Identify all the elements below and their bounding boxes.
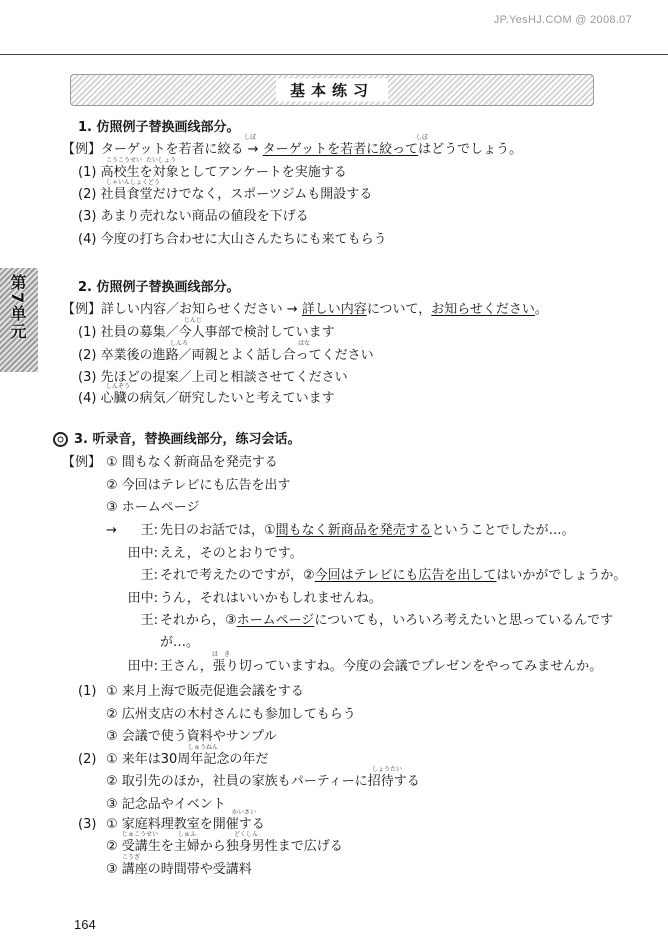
example-end: 。 [534, 302, 548, 317]
dialogue-arrow: → [106, 523, 117, 538]
header-rule [0, 54, 668, 55]
dialogue-text: それから，③ [160, 613, 237, 628]
item-number: (2) [78, 187, 97, 202]
furigana: しゅふ [178, 831, 197, 838]
exercise-3-example-item: ③ ホームページ [106, 500, 200, 515]
item-number: (3) [78, 209, 97, 224]
item-number: (3) [78, 370, 97, 385]
item-text: 高校生を対象としてアンケートを実施する [100, 165, 347, 180]
dialogue-text: ということでしたが…。 [431, 523, 575, 538]
audio-cd-icon [53, 432, 68, 447]
furigana: かいさい [232, 809, 257, 816]
item-text: 卒業後の進路／両親とよく話し合ってください [100, 348, 374, 363]
dialogue-text: 王さん，張り切っていますね。今度の会議でプレゼンをやってみませんか。 [160, 659, 603, 674]
dialogue-underlined: 今回はテレビにも広告を出して [314, 568, 497, 583]
dialogue-text: が…。 [160, 635, 200, 650]
example-underlined: 詳しい内容 [301, 302, 367, 317]
group-number: (2) [78, 752, 97, 767]
dialogue-text: はいかがでしょうか。 [496, 568, 627, 583]
section-banner [70, 74, 594, 106]
item-number: (4) [78, 232, 97, 247]
group-item: ③ 講座の時間帯や受講料 [106, 862, 252, 877]
item-number: (4) [78, 391, 97, 406]
dialogue-line [160, 591, 382, 607]
furigana: しんぞう [106, 383, 131, 390]
dialogue-text: 先日のお話では，① [160, 523, 276, 538]
furigana: はな [298, 340, 311, 347]
exercise-3-example-item: ② 今回はテレビにも広告を出す [106, 478, 291, 493]
example-underlined: お知らせください [431, 302, 535, 317]
furigana: じんじ [184, 317, 203, 324]
example-label: 【例】 [62, 142, 102, 157]
group-item: ③ 会議で使う資料やサンプル [106, 729, 277, 744]
item-text: 社員の募集／今人事部で検討しています [100, 325, 335, 340]
furigana: は き [212, 651, 231, 658]
watermark: JP.YesHJ.COM @ 2008.07 [493, 14, 632, 26]
exercise-2-example [62, 302, 548, 318]
example-middle: について， [366, 302, 432, 317]
dialogue-text: それで考えたのですが，② [160, 568, 315, 583]
example-label: 【例】 [62, 302, 102, 317]
furigana: しょうたい [372, 766, 403, 773]
dialogue-underlined: 間もなく新商品を発売する [275, 523, 432, 538]
dialogue-line [160, 568, 626, 584]
exercise-3-example-item: ① 間もなく新商品を発売する [106, 455, 278, 470]
group-item: ② 取引先のほか，社員の家族もパーティーに招待する [106, 774, 420, 789]
speaker-name: 王: [140, 568, 158, 583]
furigana: こうこうせい [106, 157, 143, 164]
exercise-1-item [78, 232, 387, 248]
example-underlined: ターゲットを若者に絞って [262, 142, 419, 157]
dialogue-text: についても，いろいろ考えたいと思っているんです [314, 613, 614, 628]
group-item: ② 広州支店の木村さんにも参加してもらう [106, 707, 356, 722]
exercise-2-item [78, 391, 335, 407]
speaker-name: 田中: [127, 546, 158, 561]
furigana: こうざ [122, 854, 141, 861]
dialogue-line [160, 635, 199, 651]
item-number: (1) [78, 325, 97, 340]
dialogue-underlined: ホームページ [236, 613, 315, 628]
furigana: しぼ [244, 134, 257, 141]
exercise-1-item [78, 209, 309, 225]
furigana: しぼ [416, 134, 429, 141]
dialogue-line [160, 546, 303, 562]
group-item: ① 来年は30周年記念の年だ [106, 752, 269, 767]
item-number: (2) [78, 348, 97, 363]
item-text: 今度の打ち合わせに大山さんたちにも来てもらう [100, 232, 387, 247]
speaker-name: 王: [140, 523, 158, 538]
speaker-name: 田中: [127, 591, 158, 606]
exercise-2-item [78, 325, 335, 341]
dialogue-line [160, 523, 575, 539]
group-number: (3) [78, 817, 97, 832]
group-item: ① 来月上海で販売促進会議をする [106, 684, 304, 699]
exercise-1-heading: 1. 仿照例子替换画线部分。 [78, 120, 240, 135]
furigana: たいしょう [146, 157, 177, 164]
speaker-name: 田中: [127, 659, 158, 674]
group-item: ② 受講生を主婦から独身男性まで広げる [106, 839, 343, 854]
speaker-name: 王: [140, 613, 158, 628]
exercise-3-example-label: 【例】 [62, 455, 102, 470]
exercise-3-heading: 3. 听录音，替换画线部分，练习会话。 [74, 432, 301, 447]
exercise-1-item [78, 187, 372, 203]
exercise-2-item [78, 348, 374, 364]
furigana: しゃいんしょくどう [106, 179, 161, 186]
item-text: あまり売れない商品の値段を下げる [100, 209, 309, 224]
page-number: 164 [74, 917, 96, 932]
item-text: 先ほどの提案／上司と相談させてください [100, 370, 348, 385]
item-text: 社員食堂だけでなく，スポーツジムも開設する [100, 187, 373, 202]
furigana: じゅこうせい [122, 831, 159, 838]
example-source: ターゲットを若者に絞る → [101, 142, 259, 157]
furigana: しゅうねん [188, 744, 219, 751]
furigana: どくしん [234, 831, 259, 838]
exercise-2-heading: 2. 仿照例子替换画线部分。 [78, 280, 240, 295]
item-text: 心臓の病気／研究したいと考えています [100, 391, 335, 406]
dialogue-text: うん，それはいいかもしれませんね。 [160, 591, 382, 606]
banner-title: 基本练习 [276, 79, 388, 102]
dialogue-line [160, 613, 613, 629]
item-number: (1) [78, 165, 97, 180]
group-item: ① 家庭料理教室を開催する [106, 817, 265, 832]
exercise-1-example [62, 142, 522, 158]
example-source: 詳しい内容／お知らせください → [101, 302, 298, 317]
dialogue-line [160, 659, 602, 675]
example-rest: はどうでしょう。 [418, 142, 523, 157]
dialogue-text: ええ，そのとおりです。 [160, 546, 303, 561]
group-item: ③ 記念品やイベント [106, 797, 226, 812]
unit-side-tab [0, 268, 38, 372]
unit-side-tab-label: 第7单元 [8, 274, 27, 342]
furigana: しんろ [170, 340, 189, 347]
group-number: (1) [78, 684, 97, 699]
